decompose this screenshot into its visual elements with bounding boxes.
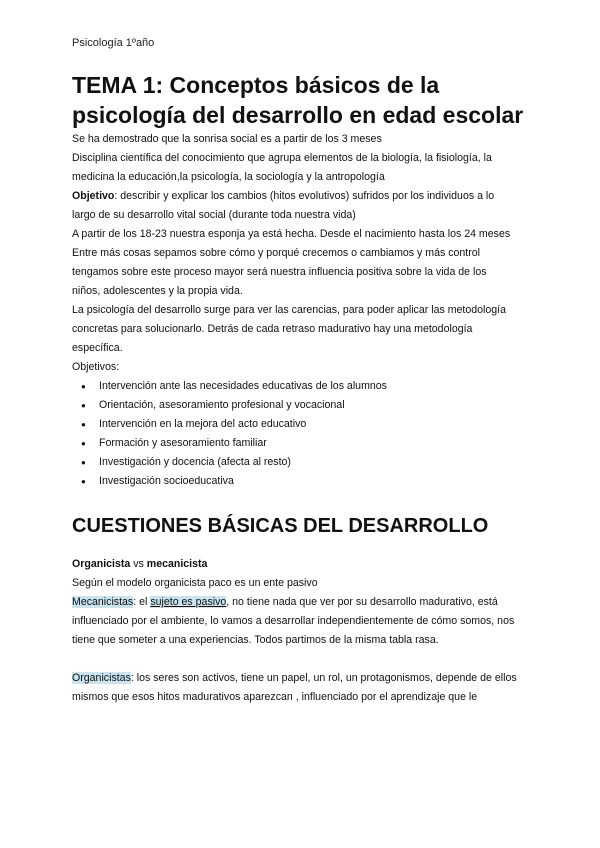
subheading-a: Organicista xyxy=(72,558,131,570)
objective-paragraph xyxy=(72,187,517,225)
organicistas-paragraph xyxy=(72,669,517,707)
intro-section xyxy=(72,130,517,491)
objective-label: Objetivo xyxy=(72,190,115,202)
list-item: ● Investigación socioeducativa xyxy=(99,472,517,491)
subheading xyxy=(72,555,517,574)
page-header: Psicología 1ºaño xyxy=(72,37,155,49)
highlight-mecanicistas: Mecanicistas xyxy=(72,596,134,608)
list-item: ● Intervención ante las necesidades educativas de los alumnos xyxy=(99,377,517,396)
spacer xyxy=(72,650,517,669)
objectives-list xyxy=(72,377,517,491)
list-item: ● Formación y asesoramiento familiar xyxy=(99,434,517,453)
objectives-heading: Objetivos: xyxy=(72,361,120,373)
org-text: : los seres son activos, tiene un papel, un rol, un protagonismos, depende de ellos mismos que esos hitos madurativos aparezcan , influenciado por el aprendizaje que le xyxy=(72,672,517,703)
page-title: TEMA 1: Conceptos básicos de la psicología del desarrollo en edad escolar xyxy=(72,72,524,128)
list-item: ● Orientación, asesoramiento profesional y vocacional xyxy=(99,396,517,415)
section2-body xyxy=(72,555,517,707)
paragraph: Se ha demostrado que la sonrisa social es a partir de los 3 meses xyxy=(72,133,382,145)
mec-text: , no tiene nada que ver por su desarrollo madurativo, está influenciado por el ambiente, lo vamos a desarrollar independientemente de cómo somos, nos tiene que someter a una experiencias. Todos partimos de la misma tabla rasa. xyxy=(72,596,515,646)
subheading-vs: vs xyxy=(130,558,147,570)
subheading-b: mecanicista xyxy=(146,558,208,570)
paragraph: Disciplina científica del conocimiento que agrupa elementos de la biología, la fisiología, la medicina la educación,la psicología, la sociología y la antropología xyxy=(72,152,492,183)
paragraph: Entre más cosas sepamos sobre cómo y porqué crecemos o cambiamos y más control tengamos sobre este proceso mayor será nuestra influencia positiva sobre la vida de los niños, adolescentes y la propia vida. xyxy=(72,247,487,297)
mecanicistas-paragraph xyxy=(72,593,517,650)
section-heading: CUESTIONES BÁSICAS DEL DESARROLLO xyxy=(72,515,489,537)
highlight-organicistas: Organicistas xyxy=(72,672,131,684)
paragraph: La psicología del desarrollo surge para ver las carencias, para poder aplicar las metodología concretas para solucionarlo. Detrás de cada retraso madurativo hay una metodología específica. xyxy=(72,304,507,354)
list-item: ● Investigación y docencia (afecta al resto) xyxy=(99,453,517,472)
highlight-sujeto-pasivo: sujeto es pasivo xyxy=(150,596,227,608)
list-item: ● Intervención en la mejora del acto educativo xyxy=(99,415,517,434)
objective-text: : describir y explicar los cambios (hitos evolutivos) sufridos por los individuos a lo largo de su desarrollo vital social (durante toda nuestra vida) xyxy=(72,190,495,221)
paragraph: A partir de los 18-23 nuestra esponja ya está hecha. Desde el nacimiento hasta los 24 meses xyxy=(72,228,511,240)
paragraph: Según el modelo organicista paco es un ente pasivo xyxy=(72,577,318,589)
mec-colon: : el xyxy=(133,596,151,608)
